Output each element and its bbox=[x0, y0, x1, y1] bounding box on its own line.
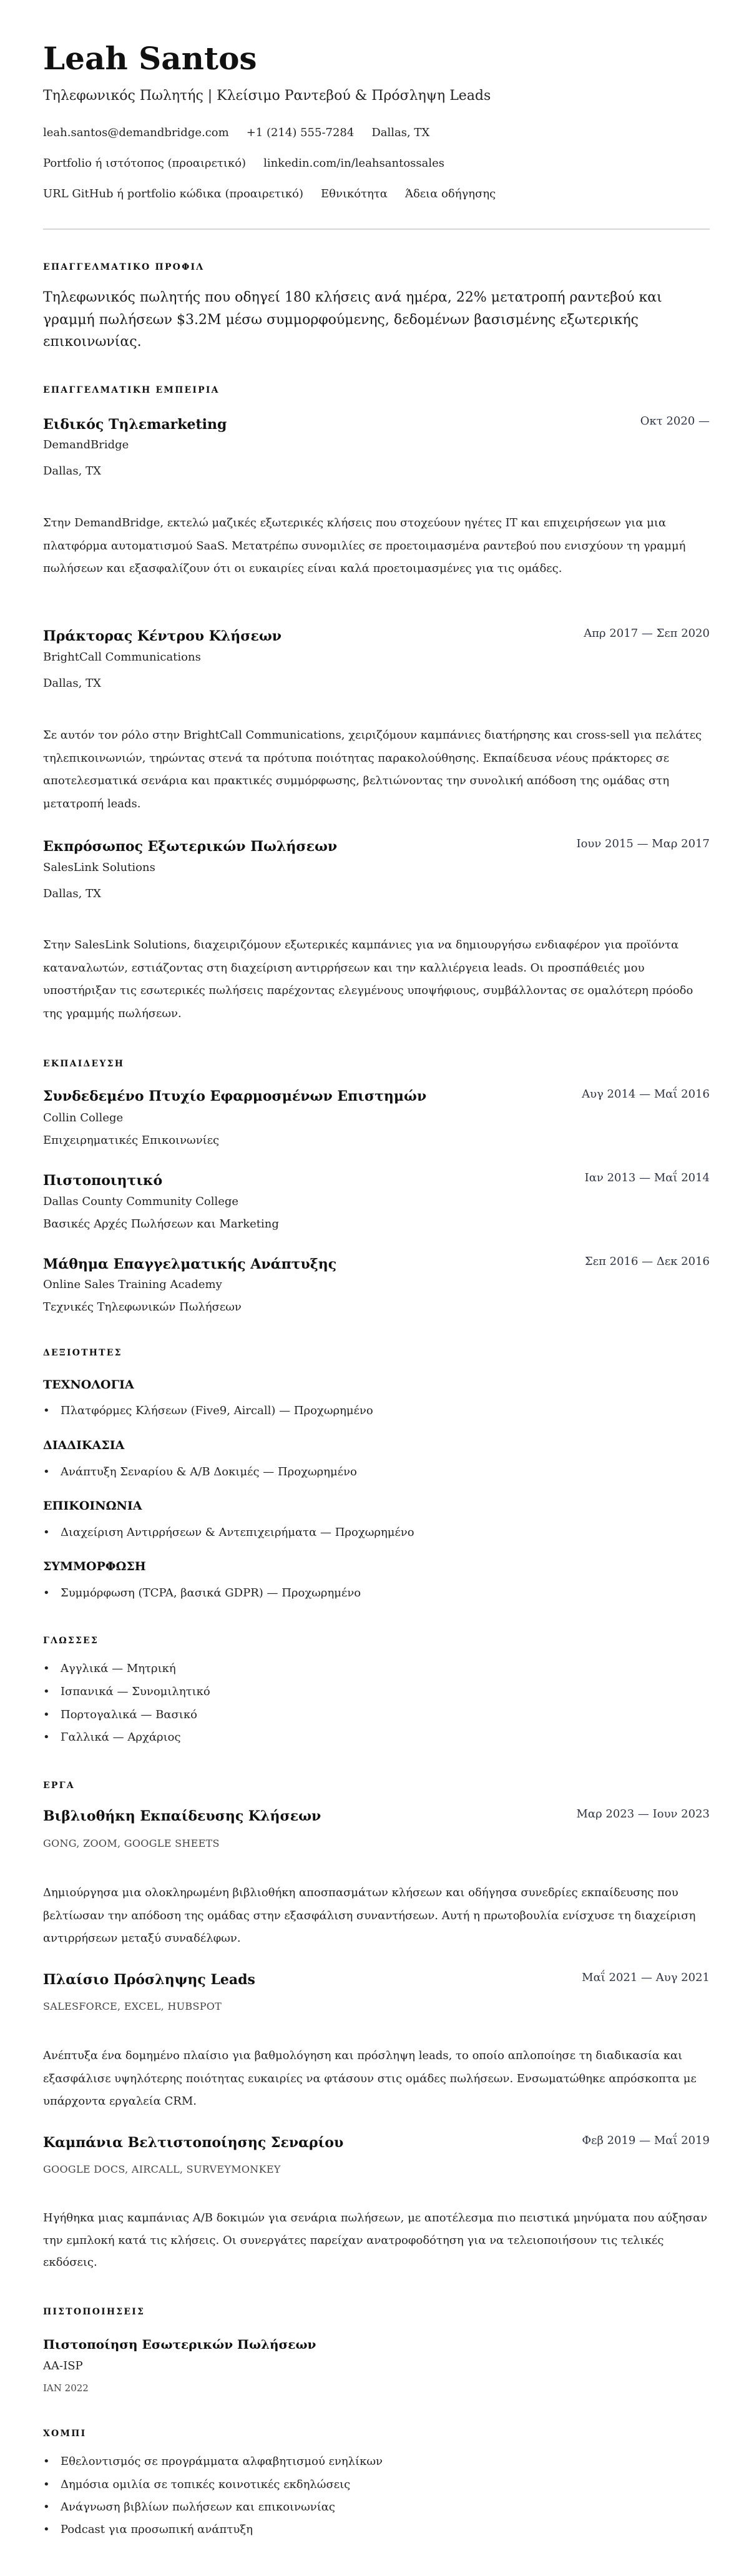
github-link[interactable]: URL GitHub ή portfolio κώδικα (προαιρετικό) bbox=[43, 187, 304, 200]
job-dates: Οκτ 2020 — bbox=[640, 415, 710, 428]
section-heading-languages: ΓΛΩΣΣΕΣ bbox=[43, 1636, 99, 1646]
linkedin-link[interactable]: linkedin.com/in/leahsantossales bbox=[263, 157, 445, 170]
section-heading-education: ΕΚΠΑΙΔΕΥΣΗ bbox=[43, 1059, 125, 1069]
project-tech: GOOGLE DOCS, AIRCALL, SURVEYMONKEY bbox=[43, 2163, 281, 2175]
project-dates: Μαΐ 2021 — Αυγ 2021 bbox=[582, 1971, 710, 1984]
section-heading-experience: ΕΠΑΓΓΕΛΜΑΤΙΚΗ ΕΜΠΕΙΡΙΑ bbox=[43, 385, 220, 395]
section-heading-certifications: ΠΙΣΤΟΠΟΙΗΣΕΙΣ bbox=[43, 2307, 145, 2317]
certification-date: ΙΑΝ 2022 bbox=[43, 2382, 89, 2394]
project-dates: Φεβ 2019 — Μαΐ 2019 bbox=[582, 2134, 710, 2147]
education-dates: Αυγ 2014 — Μαΐ 2016 bbox=[582, 1088, 710, 1101]
job-location: Dallas, TX bbox=[43, 465, 101, 478]
profile-summary: Τηλεφωνικός πωλητής που οδηγεί 180 κλήσεις ανά ημέρα, 22% μετατροπή ραντεβού και γραμμή πωλήσεων $3.2M μέσω συμμορφούμενης, δεδομένων βασισμένης εξωτερικής επικοινωνίας. bbox=[43, 290, 662, 350]
section-heading-skills: ΔΕΞΙΟΤΗΤΕΣ bbox=[43, 1348, 122, 1358]
email-link[interactable]: leah.santos@demandbridge.com bbox=[43, 126, 229, 139]
job-title: Εκπρόσωπος Εξωτερικών Πωλήσεων bbox=[43, 838, 338, 855]
job-dates: Ιουν 2015 — Μαρ 2017 bbox=[576, 837, 710, 850]
education-title: Συνδεδεμένο Πτυχίο Εφαρμοσμένων Επιστημών bbox=[43, 1088, 427, 1104]
project-description: Ηγήθηκα μιας καμπάνιας A/B δοκιμών για σενάρια πωλήσεων, με αποτέλεσμα πιο πειστικά μηνύματα που αύξησαν την εμπλοκή κατά τις κλήσεις. Οι συνεργάτες παρείχαν ανατροφοδότηση για να τελειοποιήσουν τις τελικές εκδόσεις. bbox=[43, 2211, 708, 2269]
education-title: Μάθημα Επαγγελματικής Ανάπτυξης bbox=[43, 1256, 337, 1272]
location: Dallas, TX bbox=[371, 126, 430, 139]
education-field: Βασικές Αρχές Πωλήσεων και Marketing bbox=[43, 1217, 279, 1231]
phone: +1 (214) 555-7284 bbox=[246, 126, 355, 139]
extra-row bbox=[43, 187, 496, 202]
education-title: Πιστοποιητικό bbox=[43, 1172, 163, 1189]
skill-group-name: ΕΠΙΚΟΙΝΩΝΙΑ bbox=[43, 1499, 142, 1513]
skill-item: • Πλατφόρμες Κλήσεων (Five9, Aircall) — Προχωρημένο bbox=[43, 1404, 373, 1418]
section-heading-profile: ΕΠΑΓΓΕΛΜΑΤΙΚΟ ΠΡΟΦΙΛ bbox=[43, 262, 205, 272]
project-dates: Μαρ 2023 — Ιουν 2023 bbox=[576, 1807, 710, 1821]
driving-license: Άδεια οδήγησης bbox=[404, 187, 496, 200]
portfolio-link[interactable]: Portfolio ή ιστότοπος (προαιρετικό) bbox=[43, 157, 247, 170]
candidate-name: Leah Santos bbox=[43, 40, 257, 77]
hobby-item: • Ανάγνωση βιβλίων πωλήσεων και επικοινωνίας bbox=[43, 2500, 335, 2515]
skill-item: • Συμμόρφωση (TCPA, βασικά GDPR) — Προχωρημένο bbox=[43, 1586, 361, 1601]
nationality: Εθνικότητα bbox=[321, 187, 388, 200]
job-company: DemandBridge bbox=[43, 438, 129, 451]
education-field: Τεχνικές Τηλεφωνικών Πωλήσεων bbox=[43, 1300, 242, 1314]
education-school: Dallas County Community College bbox=[43, 1195, 239, 1208]
job-title: Πράκτορας Κέντρου Κλήσεων bbox=[43, 628, 282, 644]
job-description: Σε αυτόν τον ρόλο στην BrightCall Communications, χειριζόμουν καμπάνιες διατήρησης και cross-sell για πελάτες τηλεπικοινωνιών, τηρώντας στενά τα πρότυπα ποιότητας παρακολούθησης. Εκπαίδευσα νέους πράκτορες σε αποτελεσματικά σενάρια και πρακτικές συμμόρφωσης, βελτιώνοντας την συνολική απόδοση της ομάδας στη μετατροπή leads. bbox=[43, 729, 702, 810]
language-item: • Πορτογαλικά — Βασικό bbox=[43, 1708, 197, 1723]
hobby-item: • Εθελοντισμός σε προγράμματα αλφαβητισμού ενηλίκων bbox=[43, 2454, 383, 2469]
skill-item: • Διαχείριση Αντιρρήσεων & Αντεπιχειρήματα — Προχωρημένο bbox=[43, 1525, 414, 1540]
job-company: SalesLink Solutions bbox=[43, 861, 155, 874]
job-title: Ειδικός Τηλεmarketing bbox=[43, 416, 227, 433]
job-company: BrightCall Communications bbox=[43, 651, 201, 664]
skill-group-name: ΣΥΜΜΟΡΦΩΣΗ bbox=[43, 1560, 146, 1573]
job-description: Στην SalesLink Solutions, διαχειριζόμουν εξωτερικές καμπάνιες για να δημιουργήσω ενδιαφέρον για προϊόντα καταναλωτών, εστιάζοντας στη διαχείριση αντιρρήσεων και την καλλιέργεια leads. Οι προσπάθειές μου υποστήριξαν τις εσωτερικές πωλήσεις παρέχοντας ελεγμένους υποψήφιους, συμβάλλοντας σε ομαλότερη πρόοδο της γραμμής πωλήσεων. bbox=[43, 938, 693, 1020]
project-description: Δημιούργησα μια ολοκληρωμένη βιβλιοθήκη αποσπασμάτων κλήσεων και οδήγησα συνεδρίες εκπαίδευσης που βελτίωσαν την απόδοση της ομάδας στην εξασφάλιση συναντήσεων. Αυτή η πρωτοβουλία ενίσχυσε τη διαχείριση αντιρρήσεων μεταξύ συναδέλφων. bbox=[43, 1886, 696, 1945]
skill-group-name: ΔΙΑΔΙΚΑΣΙΑ bbox=[43, 1438, 125, 1452]
education-field: Επιχειρηματικές Επικοινωνίες bbox=[43, 1134, 220, 1147]
job-location: Dallas, TX bbox=[43, 677, 101, 690]
education-dates: Σεπ 2016 — Δεκ 2016 bbox=[585, 1255, 710, 1268]
job-location: Dallas, TX bbox=[43, 887, 101, 900]
project-title: Πλαίσιο Πρόσληψης Leads bbox=[43, 1972, 255, 1988]
project-tech: GONG, ZOOM, GOOGLE SHEETS bbox=[43, 1837, 220, 1849]
links-row bbox=[43, 156, 444, 171]
education-school: Online Sales Training Academy bbox=[43, 1278, 222, 1291]
section-heading-projects: ΕΡΓΑ bbox=[43, 1781, 75, 1791]
project-title: Καμπάνια Βελτιστοποίησης Σεναρίου bbox=[43, 2135, 344, 2151]
hobby-item: • Podcast για προσωπική ανάπτυξη bbox=[43, 2522, 253, 2537]
language-item: • Αγγλικά — Μητρική bbox=[43, 1661, 176, 1676]
job-description: Στην DemandBridge, εκτελώ μαζικές εξωτερικές κλήσεις που στοχεύουν ηγέτες IT και επιχειρήσεων για μια πλατφόρμα αυτοματισμού SaaS. Μετατρέπω συνομιλίες σε προετοιμασμένα ραντεβού που ενισχύουν τη γραμμή πωλήσεων και εξασφαλίζουν ότι οι ευκαιρίες είναι καλά προετοιμασμένες για τις ομάδες. bbox=[43, 516, 686, 576]
language-item: • Ισπανικά — Συνομιλητικό bbox=[43, 1684, 210, 1699]
education-dates: Ιαν 2013 — Μαΐ 2014 bbox=[584, 1171, 710, 1184]
skill-group-name: ΤΕΧΝΟΛΟΓΙΑ bbox=[43, 1378, 134, 1392]
project-description: Ανέπτυξα ένα δομημένο πλαίσιο για βαθμολόγηση και πρόσληψη leads, το οποίο απλοποίησε τη διαδικασία και εξασφάλισε υψηλότερης ποιότητας ευκαιρίες να φτάσουν στις ομάδες πωλήσεων. Ενσωματώθηκε απρόσκοπτα με υπάρχοντα εργαλεία CRM. bbox=[43, 2049, 697, 2108]
language-item: • Γαλλικά — Αρχάριος bbox=[43, 1730, 181, 1745]
education-school: Collin College bbox=[43, 1111, 124, 1124]
certification-title: Πιστοποίηση Εσωτερικών Πωλήσεων bbox=[43, 2337, 316, 2352]
skill-item: • Ανάπτυξη Σεναρίου & A/B Δοκιμές — Προχωρημένο bbox=[43, 1465, 357, 1480]
certification-issuer: AA-ISP bbox=[43, 2359, 83, 2372]
project-tech: SALESFORCE, EXCEL, HUBSPOT bbox=[43, 2000, 222, 2012]
contact-row bbox=[43, 125, 429, 140]
section-heading-hobbies: ΧΟΜΠΙ bbox=[43, 2429, 87, 2439]
job-dates: Απρ 2017 — Σεπ 2020 bbox=[584, 627, 710, 640]
hobby-item: • Δημόσια ομιλία σε τοπικές κοινοτικές εκδηλώσεις bbox=[43, 2477, 350, 2492]
project-title: Βιβλιοθήκη Εκπαίδευσης Κλήσεων bbox=[43, 1808, 321, 1824]
header-divider bbox=[43, 229, 710, 230]
headline: Τηλεφωνικός Πωλητής | Κλείσιμο Ραντεβού & Πρόσληψη Leads bbox=[43, 88, 491, 104]
